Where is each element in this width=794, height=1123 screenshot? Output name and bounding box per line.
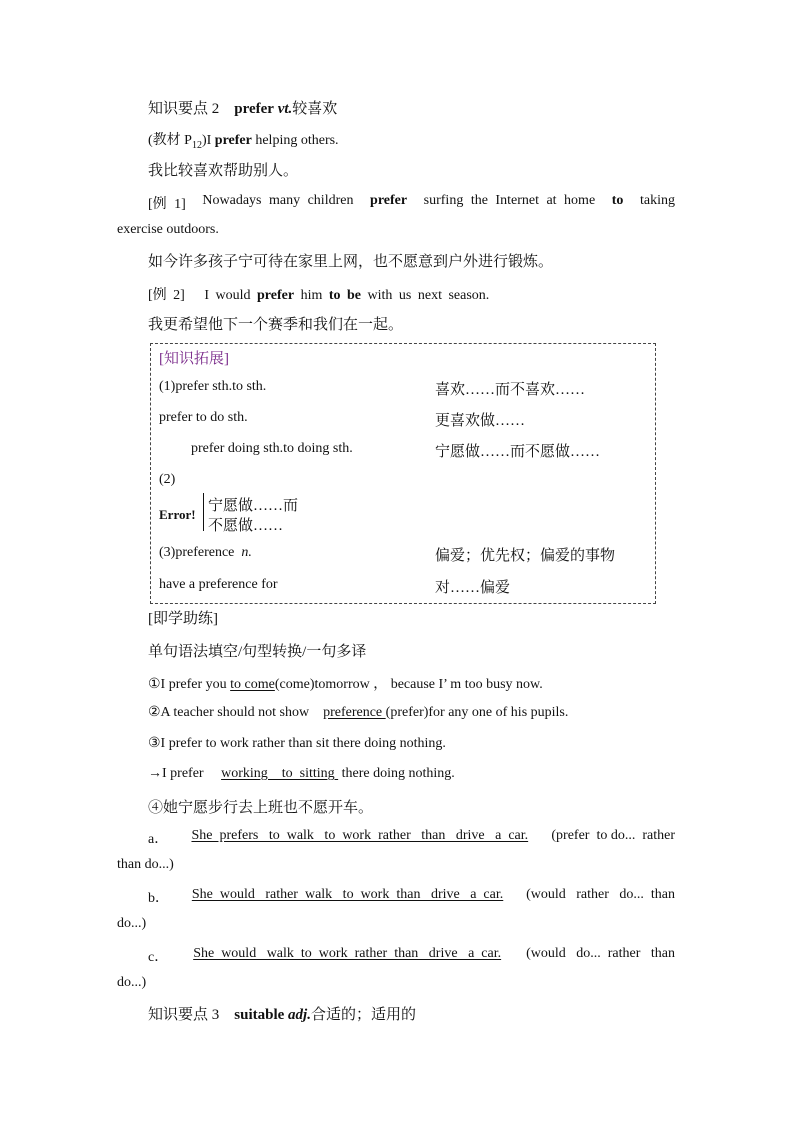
expansion-row-3-en: prefer doing sth.to doing sth.	[191, 441, 353, 456]
example-2-seg1: I would	[204, 288, 251, 303]
example-2-translation: 我更希望他下一个赛季和我们在一起。	[148, 317, 404, 333]
expansion-row-5-zh: 对……偏爱	[435, 580, 511, 596]
expansion-row-3-zh: 宁愿做……而不愿做……	[435, 444, 601, 460]
expansion-row-5-en: have a preference for	[159, 577, 278, 592]
question-1-answer: to come	[230, 677, 275, 692]
point-label: 知识要点 2	[148, 101, 220, 117]
example-1-line-2: exercise outdoors.	[117, 222, 219, 237]
error-text-line-1: 宁愿做……而	[208, 498, 299, 514]
question-2	[148, 704, 568, 721]
textbook-source-close: )I	[201, 133, 212, 148]
example-1-seg2: surfing the Internet at home	[423, 193, 596, 208]
error-marker: Error!	[159, 507, 196, 522]
question-3: ③I prefer to work rather than sit there doing nothing.	[148, 736, 446, 751]
answer-c-text: She would walk to work rather than drive a car.	[193, 946, 502, 961]
answer-a-label: a．	[148, 832, 169, 847]
example-2-seg3: with us next season.	[367, 288, 490, 303]
expansion-row-2-en: prefer to do sth.	[159, 410, 248, 425]
point3-meaning: 合适的；适用的	[310, 1007, 416, 1023]
question-3-transform-text: →I prefer	[148, 766, 204, 781]
point-pos: vt.	[277, 101, 293, 117]
answer-a-note: (prefer to do... rather	[551, 828, 675, 843]
answer-a-line-2: than do...)	[117, 857, 174, 872]
question-1-text: ①I prefer you	[148, 677, 227, 692]
example-1-bold2: to	[611, 193, 624, 208]
point3-label: 知识要点 3	[148, 1007, 220, 1023]
expansion-row-2-zh: 更喜欢做……	[435, 413, 526, 429]
point-meaning: 较喜欢	[292, 101, 338, 117]
expansion-row-4-en	[159, 545, 252, 561]
answer-b-label: b．	[148, 891, 169, 906]
example-1-seg1: Nowadays many children	[202, 193, 354, 208]
answer-a-text: She prefers to walk to work rather than drive a car.	[191, 828, 529, 843]
expansion-row-1-zh: 喜欢……而不喜欢……	[435, 382, 586, 398]
example-2-bold2: to be	[328, 288, 362, 303]
question-1-rest: (come)tomorrow ， because I’ m too busy now.	[274, 677, 543, 692]
example-2-bold1: prefer	[257, 288, 295, 303]
expansion-row-1-en: (1)prefer sth.to sth.	[159, 379, 267, 394]
answer-b-line-1	[148, 887, 675, 907]
answer-c-line-2: do...)	[117, 975, 147, 990]
point-word: prefer	[234, 101, 274, 117]
textbook-keyword: prefer	[214, 133, 252, 148]
expansion-item-2: (2)	[159, 472, 176, 487]
textbook-source: (教材 P	[148, 133, 192, 148]
example-2-seg2: him	[300, 288, 323, 303]
practice-title: [即学助练]	[148, 611, 218, 627]
answer-c-line-1	[148, 946, 675, 966]
section-heading-point-2	[148, 97, 337, 118]
preference-word: (3)preference	[159, 545, 235, 560]
answer-b-text: She would rather walk to work than drive a car.	[191, 887, 504, 902]
answer-c-label: c．	[148, 950, 169, 965]
answer-a-line-1	[148, 828, 675, 848]
answer-c-note: (would do... rather than	[526, 946, 675, 961]
example-1-line-1	[148, 193, 675, 213]
textbook-page: 12	[191, 139, 202, 151]
question-3-transform	[148, 766, 455, 782]
question-4: ④她宁愿步行去上班也不愿开车。	[148, 800, 374, 816]
textbook-sentence	[148, 129, 339, 151]
answer-b-note: (would rather do... than	[526, 887, 675, 902]
question-2-answer: preference	[323, 705, 386, 720]
question-1	[148, 673, 543, 693]
practice-subtitle: 单句语法填空/句型转换/一句多译	[148, 644, 367, 660]
example-1-label: [例 1]	[148, 197, 186, 212]
textbook-translation: 我比较喜欢帮助别人。	[148, 163, 299, 179]
expansion-title: [知识拓展]	[159, 351, 229, 367]
point3-pos: adj.	[288, 1007, 311, 1023]
example-2-line	[148, 284, 489, 304]
question-3-answer: working to sitting	[221, 766, 339, 781]
section-heading-point-3	[148, 1003, 416, 1024]
question-3-transform-rest: there doing nothing.	[341, 766, 455, 781]
textbook-rest: helping others.	[255, 133, 339, 148]
expansion-row-4-zh: 偏爱；优先权；偏爱的事物	[435, 548, 616, 564]
point3-word: suitable	[234, 1007, 285, 1023]
preference-pos: n.	[241, 545, 252, 560]
example-2-label: [例 2]	[148, 288, 185, 303]
example-1-translation: 如今许多孩子宁可待在家里上网，也不愿意到户外进行锻炼。	[148, 254, 554, 270]
question-2-text: ②A teacher should not show	[148, 705, 310, 720]
example-1-seg3: taking	[639, 193, 675, 208]
error-text-line-2: 不愿做……	[208, 518, 284, 534]
example-1-bold1: prefer	[370, 193, 408, 208]
question-2-rest: (prefer)for any one of his pupils.	[385, 705, 569, 720]
answer-b-line-2: do...)	[117, 916, 147, 931]
